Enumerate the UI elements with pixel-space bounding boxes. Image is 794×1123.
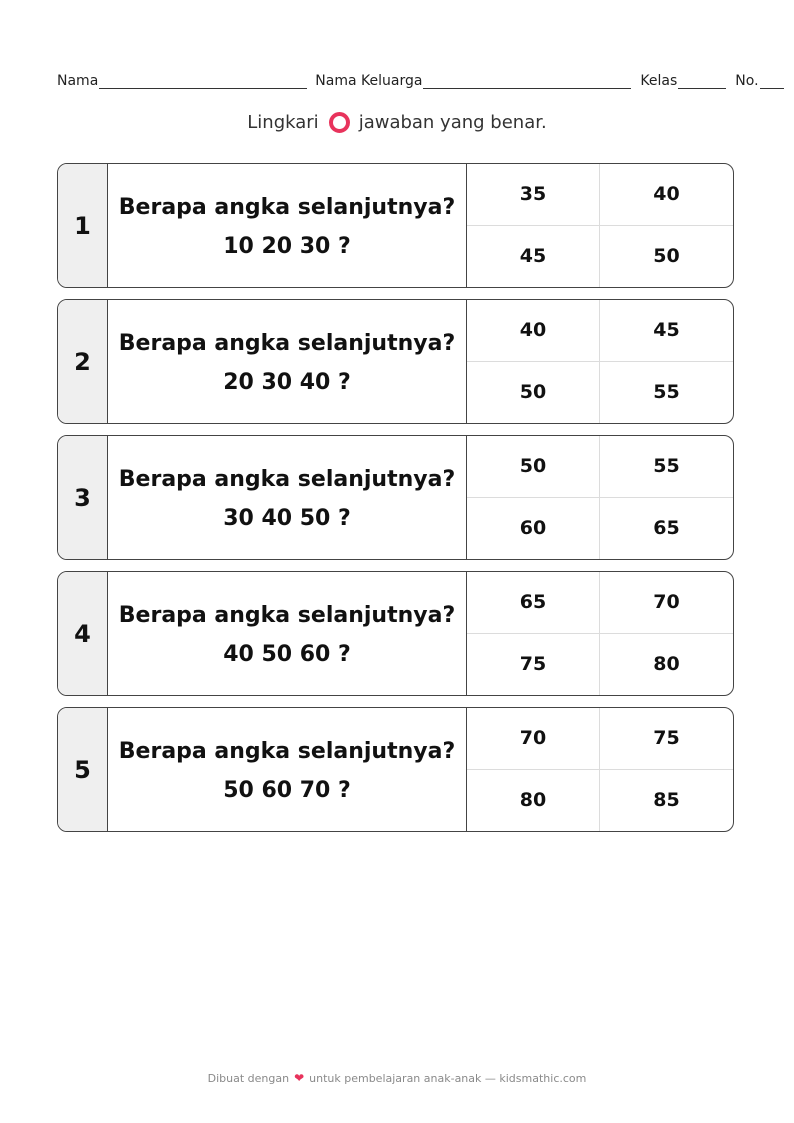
instruction xyxy=(0,112,794,133)
family-name-field-line[interactable] xyxy=(423,76,631,89)
name-field-line[interactable] xyxy=(99,76,307,89)
answer-option[interactable]: 65 xyxy=(467,572,600,634)
question-card-4 xyxy=(57,571,734,696)
answer-option[interactable]: 45 xyxy=(600,300,733,362)
instruction-text-after: jawaban yang benar. xyxy=(358,112,547,133)
question-number: 2 xyxy=(58,300,108,423)
answer-options xyxy=(467,300,733,423)
number-sequence: 30 40 50 ? xyxy=(223,505,351,531)
answer-option[interactable]: 40 xyxy=(600,164,733,226)
answer-option[interactable]: 45 xyxy=(467,226,600,288)
answer-option[interactable]: 55 xyxy=(600,436,733,498)
answer-option[interactable]: 80 xyxy=(653,653,680,676)
name-label: Nama xyxy=(57,73,99,89)
family-name-label: Nama Keluarga xyxy=(315,73,423,89)
question-card-3 xyxy=(57,435,734,560)
number-label: No. xyxy=(735,73,759,89)
footer-text-before: Dibuat dengan xyxy=(207,1071,290,1085)
question-body xyxy=(108,300,467,423)
question-number: 4 xyxy=(58,572,108,695)
answer-option[interactable]: 50 xyxy=(653,245,680,268)
answer-option[interactable]: 70 xyxy=(467,708,600,770)
question-prompt: Berapa angka selanjutnya? xyxy=(118,194,456,220)
answer-option[interactable]: 80 xyxy=(467,770,600,832)
question-card-5 xyxy=(57,707,734,832)
answer-option[interactable]: 70 xyxy=(600,572,733,634)
number-sequence: 50 60 70 ? xyxy=(223,777,351,803)
student-info-header xyxy=(57,69,794,89)
question-body xyxy=(108,572,467,695)
question-body xyxy=(108,708,467,831)
answer-option[interactable]: 85 xyxy=(653,789,680,812)
answer-option[interactable]: 50 xyxy=(467,362,600,424)
question-prompt: Berapa angka selanjutnya? xyxy=(118,466,456,492)
answer-options xyxy=(467,708,733,831)
question-body xyxy=(108,436,467,559)
circle-icon xyxy=(329,112,350,133)
class-label: Kelas xyxy=(640,73,678,89)
heart-icon: ❤ xyxy=(294,1071,305,1085)
answer-options xyxy=(467,436,733,559)
question-prompt: Berapa angka selanjutnya? xyxy=(118,602,456,628)
question-number: 3 xyxy=(58,436,108,559)
number-sequence: 10 20 30 ? xyxy=(223,233,351,259)
answer-option[interactable]: 50 xyxy=(467,436,600,498)
question-prompt: Berapa angka selanjutnya? xyxy=(118,738,456,764)
question-prompt: Berapa angka selanjutnya? xyxy=(118,330,456,356)
question-number: 1 xyxy=(58,164,108,287)
answer-option[interactable]: 40 xyxy=(467,300,600,362)
answer-option[interactable]: 65 xyxy=(653,517,680,540)
answer-options xyxy=(467,164,733,287)
answer-option[interactable]: 55 xyxy=(653,381,680,404)
answer-option[interactable]: 60 xyxy=(467,498,600,560)
number-sequence: 20 30 40 ? xyxy=(223,369,351,395)
answer-options xyxy=(467,572,733,695)
number-field-line[interactable] xyxy=(760,76,784,89)
question-card-1 xyxy=(57,163,734,288)
answer-option[interactable]: 75 xyxy=(600,708,733,770)
question-number: 5 xyxy=(58,708,108,831)
answer-option[interactable]: 35 xyxy=(467,164,600,226)
answer-option[interactable]: 75 xyxy=(467,634,600,696)
footer-text-after: untuk pembelajaran anak-anak — kidsmathic.com xyxy=(309,1071,587,1085)
number-sequence: 40 50 60 ? xyxy=(223,641,351,667)
class-field-line[interactable] xyxy=(678,76,726,89)
footer xyxy=(0,1071,794,1085)
instruction-text-before: Lingkari xyxy=(247,112,319,133)
question-card-2 xyxy=(57,299,734,424)
question-body xyxy=(108,164,467,287)
